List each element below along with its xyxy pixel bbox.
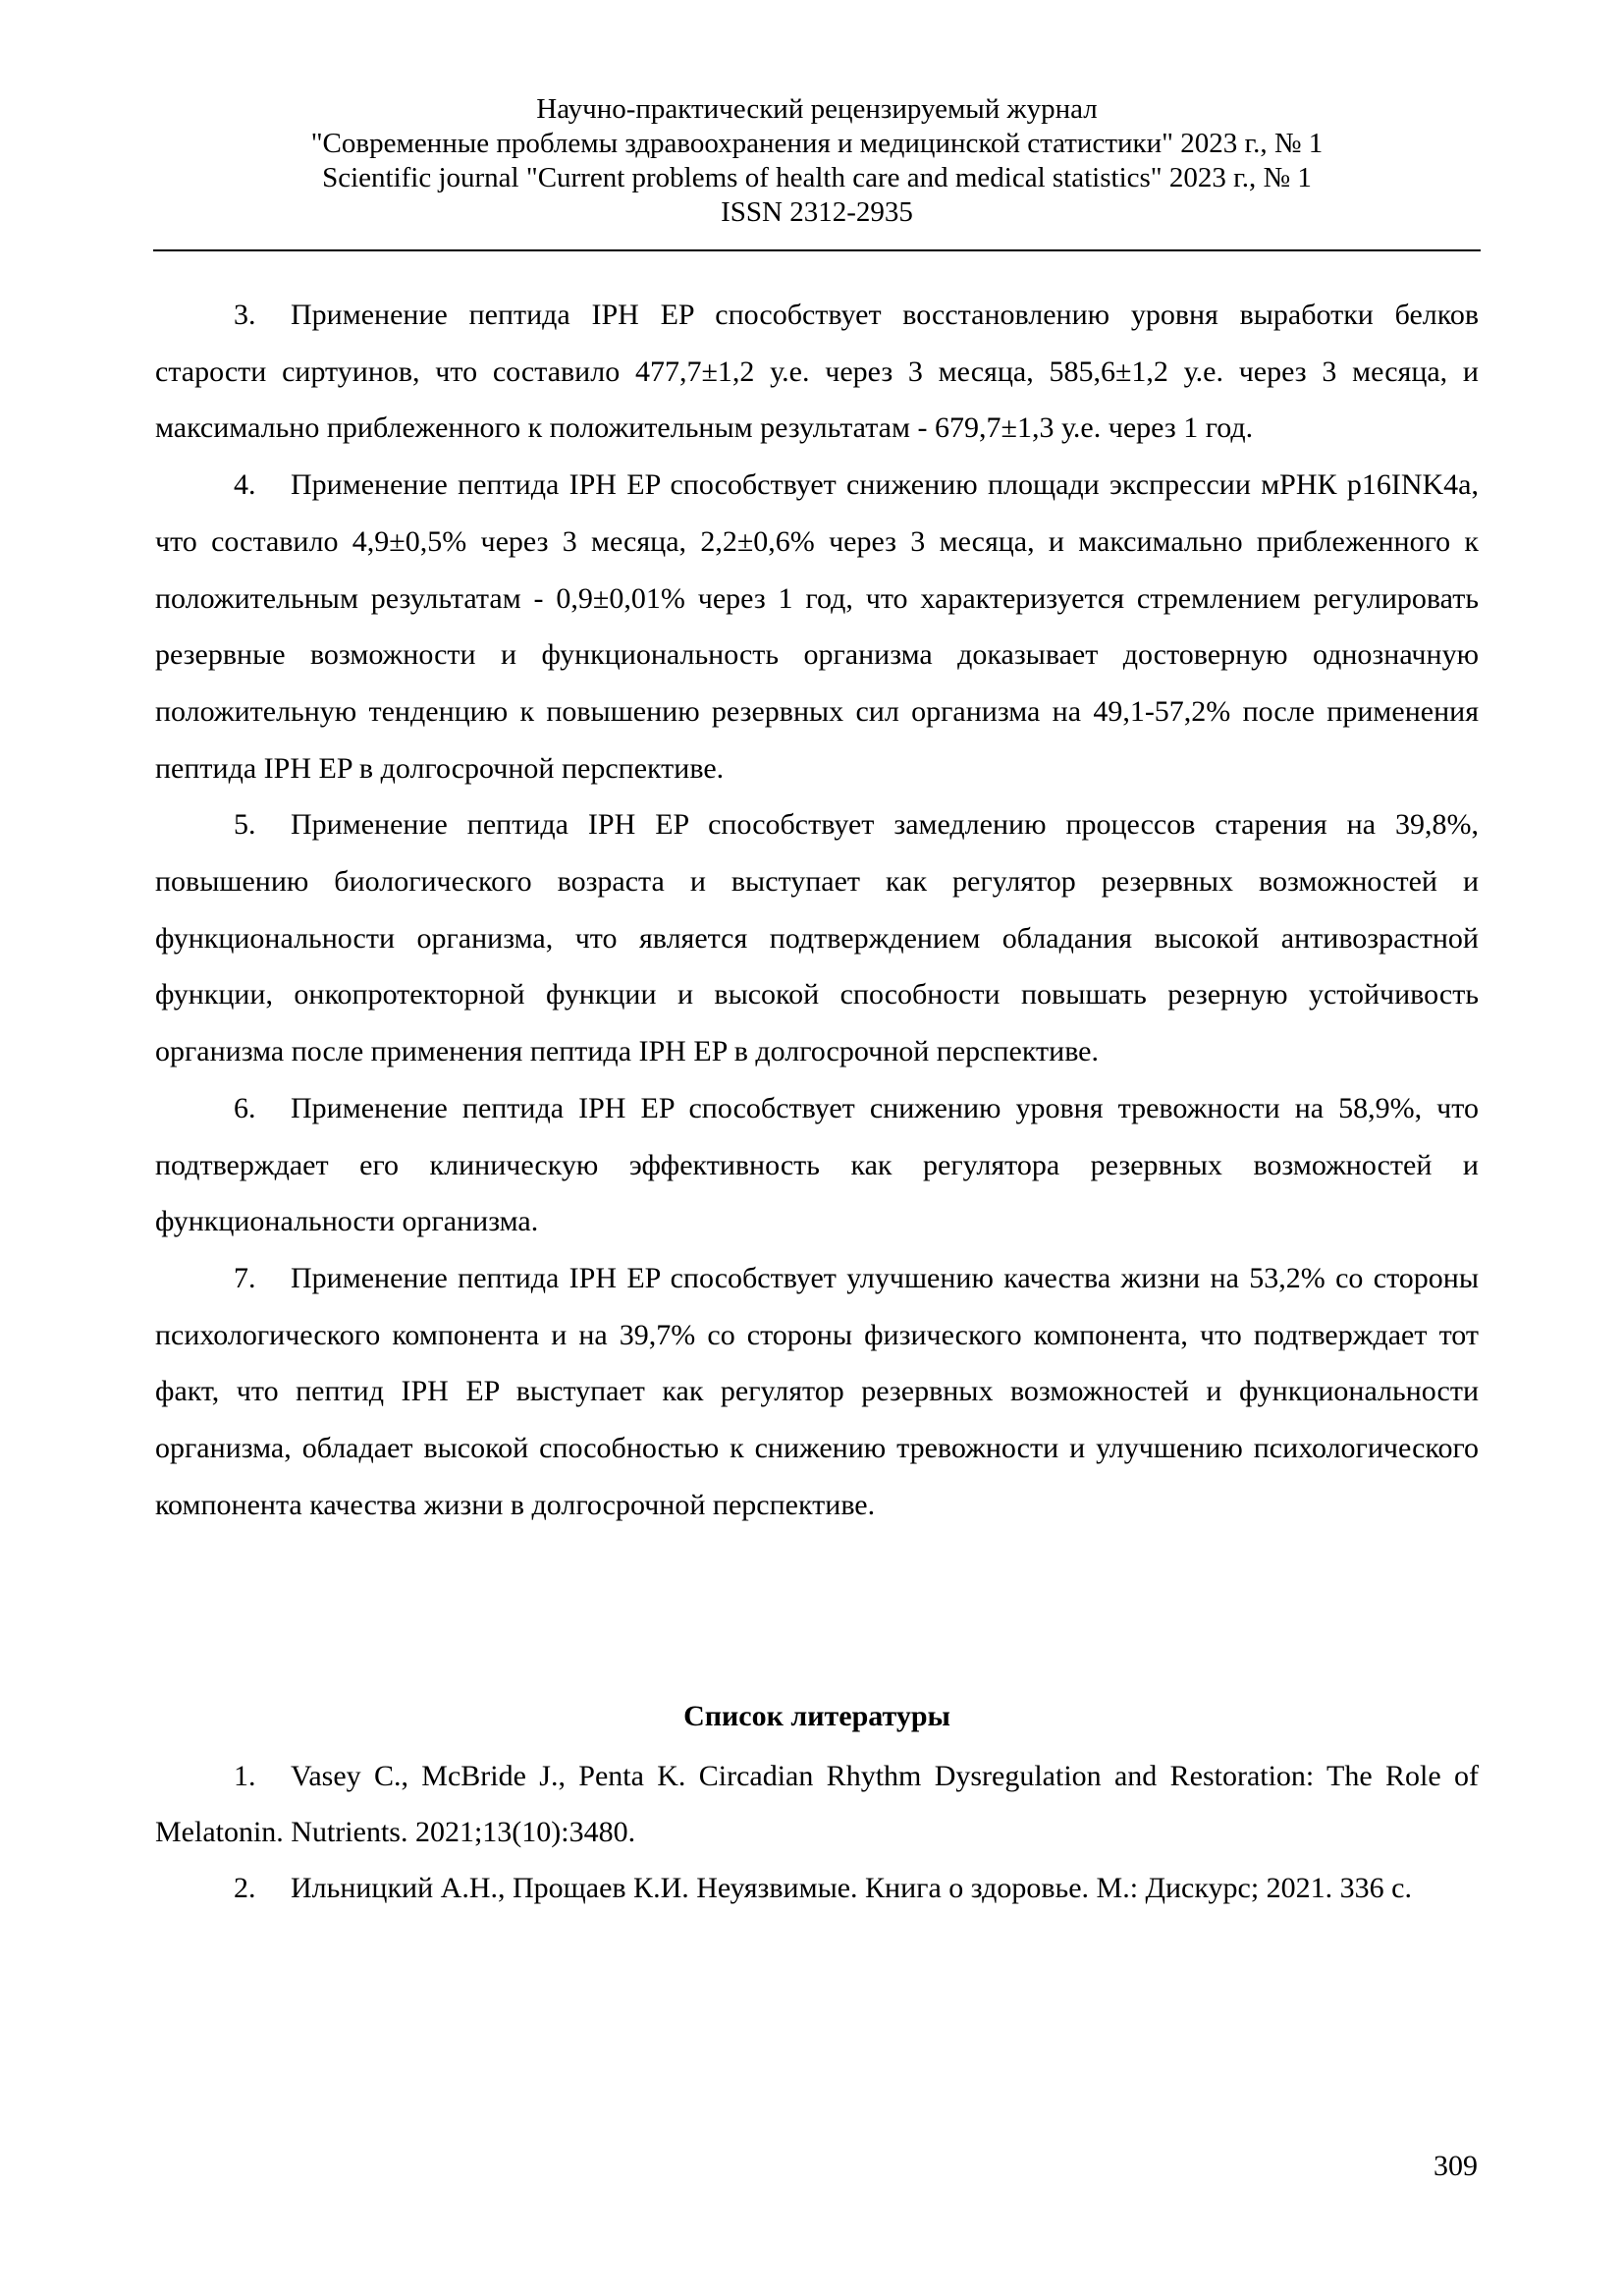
- reference-text: Ильницкий А.Н., Прощаев К.И. Неуязвимые. Книга о здоровье. М.: Дискурс; 2021. 336 с.: [291, 1872, 1412, 1904]
- reference-item: [155, 1748, 1479, 1860]
- reference-number: 1.: [234, 1760, 256, 1792]
- conclusion-text: Применение пептида IPH EP способствует восстановлению уровня выработки белков старости сиртуинов, что составило 477,7±1,2 у.е. через 3 месяца, 585,6±1,2 у.е. через 3 месяца, и максимально приблеженного к положительным результатам - 679,7±1,3 у.е. через 1 год.: [155, 299, 1479, 445]
- conclusion-item: [155, 287, 1479, 457]
- references-list: [155, 1748, 1479, 1916]
- conclusion-number: 6.: [234, 1091, 256, 1124]
- header-journal-title-ru: "Современные проблемы здравоохранения и медицинской статистики" 2023 г., № 1: [310, 128, 1324, 159]
- header-issn: ISSN 2312-2935: [721, 196, 913, 228]
- conclusion-number: 4.: [234, 468, 256, 502]
- conclusion-text: Применение пептида IPH EP способствует снижению площади экспрессии мРНК p16INK4a, что составило 4,9±0,5% через 3 месяца, 2,2±0,6% через 3 месяца, и максимально приблеженного к положительным результатам - 0,9±0,01% через 1 год, что характеризуется стремлением регулировать резервные возможности и функциональность организма доказывает достоверную однозначную положительную тенденцию к повышению резервных сил организма на 49,1-57,2% после применения пептида IPH EP в долгосрочной перспективе.: [155, 468, 1479, 785]
- conclusion-text: Применение пептида IPH EP способствует улучшению качества жизни на 53,2% со стороны психологического компонента и на 39,7% со стороны физического компонента, что подтверждает тот факт, что пептид IPH EP выступает как регулятор резервных возможностей и функциональности организма, обладает высокой способностью к снижению тревожности и улучшению психологического компонента качества жизни в долгосрочной перспективе.: [155, 1261, 1479, 1521]
- conclusion-item: [155, 1080, 1479, 1250]
- conclusion-text: Применение пептида IPH EP способствует замедлению процессов старения на 39,8%, повышению биологического возраста и выступает как регулятор резервных возможностей и функциональности организма, что является подтверждением обладания высокой антивозрастной функции, онкопротекторной функции и высокой способности повышать резерную устойчивость организма после применения пептида IPH EP в долгосрочной перспективе.: [155, 808, 1479, 1068]
- conclusion-number: 3.: [234, 299, 256, 331]
- reference-text: Vasey C., McBride J., Penta K. Circadian Rhythm Dysregulation and Restoration: The Role of Melatonin. Nutrients. 2021;13(10):3480.: [155, 1760, 1479, 1848]
- header-journal-title-en: Scientific journal "Current problems of health care and medical statistics" 2023 г., № 1: [322, 162, 1312, 193]
- journal-header: [153, 92, 1481, 230]
- conclusion-text: Применение пептида IPH EP способствует снижению уровня тревожности на 58,9%, что подтверждает его клиническую эффективность как регулятора резервных возможностей и функциональности организма.: [155, 1091, 1479, 1238]
- reference-number: 2.: [234, 1872, 256, 1904]
- conclusion-number: 5.: [234, 808, 256, 842]
- conclusions-list: [155, 287, 1479, 1533]
- header-journal-type: Научно-практический рецензируемый журнал: [536, 93, 1098, 125]
- header-divider: [153, 249, 1481, 251]
- conclusion-number: 7.: [234, 1261, 256, 1294]
- conclusion-item: [155, 796, 1479, 1080]
- conclusion-item: [155, 1250, 1479, 1534]
- references-heading: Список литературы: [683, 1700, 950, 1732]
- page-number: 309: [1434, 2150, 1478, 2182]
- reference-item: [155, 1860, 1479, 1916]
- conclusion-item: [155, 457, 1479, 796]
